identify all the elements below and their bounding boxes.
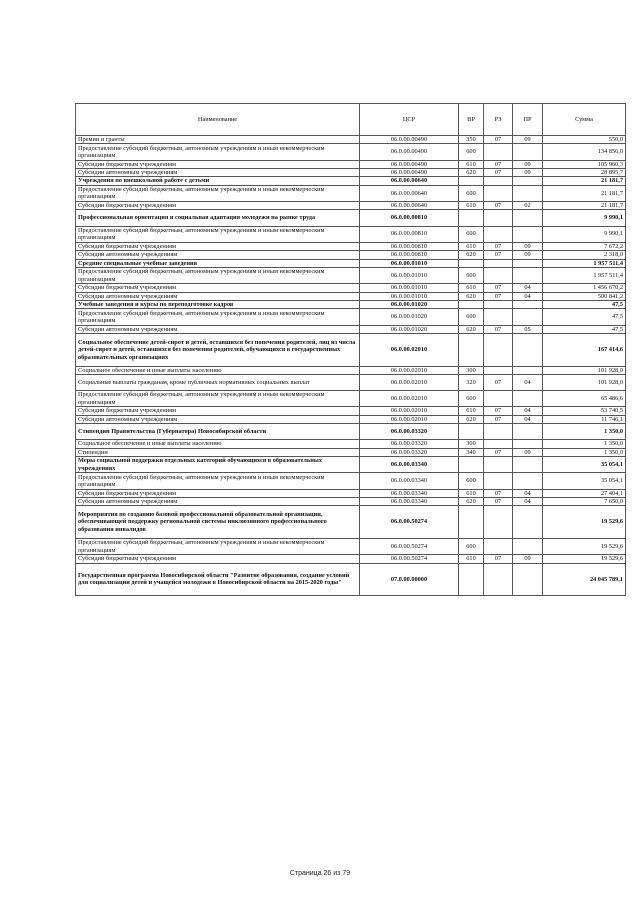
row-pr-cell: [513, 259, 543, 267]
row-name-cell: Субсидии бюджетным учреждениям: [76, 202, 360, 210]
row-rz-cell: [484, 473, 513, 489]
row-pr-cell: [513, 301, 543, 309]
row-name-cell: Субсидии автономным учреждениям: [76, 169, 360, 177]
row-sum-cell: 167 414,6: [543, 334, 626, 367]
row-sum-cell: 47,5: [543, 301, 626, 309]
row-rz-cell: [484, 506, 513, 539]
row-name-cell: Предоставление субсидий бюджетным, автономным учреждениям и иным некоммерческим организациям: [76, 391, 360, 407]
row-name-cell: Предоставление субсидий бюджетным, автономным учреждениям и иным некоммерческим организациям: [76, 226, 360, 242]
row-pr-cell: 09: [513, 251, 543, 259]
row-vr-cell: [459, 301, 484, 309]
row-vr-cell: [459, 334, 484, 367]
row-vr-cell: 600: [459, 391, 484, 407]
table-row: [76, 448, 626, 456]
row-vr-cell: [459, 259, 484, 267]
row-pr-cell: 04: [513, 415, 543, 423]
table-row: [76, 185, 626, 201]
row-sum-cell: 24 045 789,1: [543, 563, 626, 596]
table-row: [76, 292, 626, 300]
row-name-cell: Субсидии автономным учреждениям: [76, 325, 360, 333]
row-csr-cell: 06.0.00.03340: [360, 497, 459, 505]
row-rz-cell: [484, 185, 513, 201]
row-pr-cell: [513, 144, 543, 160]
row-csr-cell: 06.0.00.50274: [360, 555, 459, 563]
row-rz-cell: [484, 259, 513, 267]
row-name-cell: Субсидии бюджетным учреждениям: [76, 284, 360, 292]
row-csr-cell: 06.0.00.00490: [360, 169, 459, 177]
row-pr-cell: [513, 366, 543, 374]
row-sum-cell: 550,0: [543, 136, 626, 144]
row-csr-cell: 06.0.00.00810: [360, 242, 459, 250]
row-pr-cell: [513, 473, 543, 489]
row-vr-cell: 600: [459, 144, 484, 160]
row-vr-cell: [459, 457, 484, 473]
row-pr-cell: [513, 177, 543, 185]
header-vr: ВР: [459, 104, 484, 136]
row-sum-cell: 9 990,1: [543, 210, 626, 226]
table-row: [76, 407, 626, 415]
table-row: [76, 251, 626, 259]
row-csr-cell: 06.0.00.01020: [360, 325, 459, 333]
row-pr-cell: 05: [513, 325, 543, 333]
row-pr-cell: 09: [513, 136, 543, 144]
row-name-cell: Субсидии бюджетным учреждениям: [76, 489, 360, 497]
row-pr-cell: 04: [513, 292, 543, 300]
table-row: [76, 284, 626, 292]
row-sum-cell: 1 957 511,4: [543, 259, 626, 267]
row-vr-cell: 600: [459, 473, 484, 489]
row-sum-cell: 7 672,2: [543, 242, 626, 250]
row-name-cell: Социальное обеспечение детей-сирот и детей, оставшихся без попечения родителей, лиц из числа детей-сирот и детей, оставшихся без попечения родителей, обучающихся в государственных образовательных организациях: [76, 334, 360, 367]
row-sum-cell: 21 181,7: [543, 177, 626, 185]
row-vr-cell: [459, 506, 484, 539]
row-csr-cell: 06.0.00.03340: [360, 489, 459, 497]
row-name-cell: Предоставление субсидий бюджетным, автономным учреждениям и иным некоммерческим организациям: [76, 268, 360, 284]
row-rz-cell: [484, 440, 513, 448]
row-rz-cell: [484, 177, 513, 185]
row-name-cell: Стипендии: [76, 448, 360, 456]
header-sum: Сумма: [543, 104, 626, 136]
row-vr-cell: 600: [459, 226, 484, 242]
row-sum-cell: 134 856,0: [543, 144, 626, 160]
table-row: [76, 440, 626, 448]
row-name-cell: Профессиональная ориентация и социальная адаптация молодежи на рынке труда: [76, 210, 360, 226]
row-sum-cell: 1 957 511,4: [543, 268, 626, 284]
row-csr-cell: 07.0.00.00000: [360, 563, 459, 596]
row-sum-cell: 7 650,0: [543, 497, 626, 505]
row-name-cell: Мероприятия по созданию базовой профессиональной образовательной организации, обеспечивающей поддержку региональной системы инклюзивного профессионального образования инвалидов: [76, 506, 360, 539]
row-vr-cell: 620: [459, 415, 484, 423]
row-vr-cell: 320: [459, 375, 484, 391]
table-row: [76, 325, 626, 333]
row-sum-cell: 19 529,6: [543, 538, 626, 554]
row-rz-cell: [484, 334, 513, 367]
row-rz-cell: 07: [484, 169, 513, 177]
table-row: [76, 473, 626, 489]
row-pr-cell: [513, 440, 543, 448]
row-csr-cell: 06.0.00.02010: [360, 375, 459, 391]
row-csr-cell: 06.0.00.00810: [360, 210, 459, 226]
row-name-cell: Предоставление субсидий бюджетным, автономным учреждениям и иным некоммерческим организациям: [76, 309, 360, 325]
row-rz-cell: [484, 538, 513, 554]
table-row: [76, 136, 626, 144]
row-vr-cell: 600: [459, 538, 484, 554]
row-name-cell: Меры социальной поддержки отдельных категорий обучающихся в образовательных учреждениях: [76, 457, 360, 473]
row-name-cell: Премии и гранты: [76, 136, 360, 144]
row-pr-cell: [513, 506, 543, 539]
row-sum-cell: 21 181,7: [543, 202, 626, 210]
header-pr: ПР: [513, 104, 543, 136]
row-pr-cell: 09: [513, 242, 543, 250]
row-rz-cell: 07: [484, 292, 513, 300]
row-name-cell: Субсидии автономным учреждениям: [76, 251, 360, 259]
row-pr-cell: [513, 424, 543, 440]
row-vr-cell: 610: [459, 284, 484, 292]
row-pr-cell: [513, 334, 543, 367]
table-row: [76, 391, 626, 407]
row-vr-cell: 620: [459, 169, 484, 177]
table-row: [76, 160, 626, 168]
row-csr-cell: 06.0.00.00640: [360, 185, 459, 201]
row-vr-cell: 610: [459, 160, 484, 168]
row-vr-cell: 600: [459, 268, 484, 284]
row-pr-cell: [513, 563, 543, 596]
row-pr-cell: [513, 268, 543, 284]
table-row: [76, 177, 626, 185]
row-csr-cell: 06.0.00.00490: [360, 136, 459, 144]
row-sum-cell: 19 529,6: [543, 506, 626, 539]
row-pr-cell: [513, 538, 543, 554]
row-rz-cell: 07: [484, 325, 513, 333]
row-csr-cell: 06.0.00.00490: [360, 160, 459, 168]
row-sum-cell: 105 960,3: [543, 160, 626, 168]
row-vr-cell: 600: [459, 309, 484, 325]
row-pr-cell: 09: [513, 160, 543, 168]
row-sum-cell: 1 350,0: [543, 440, 626, 448]
row-sum-cell: 47,5: [543, 309, 626, 325]
row-pr-cell: [513, 185, 543, 201]
row-name-cell: Учебные заведения и курсы по переподготовке кадров: [76, 301, 360, 309]
row-csr-cell: 06.0.00.03320: [360, 424, 459, 440]
row-csr-cell: 06.0.00.03320: [360, 440, 459, 448]
budget-table: [75, 103, 626, 596]
row-rz-cell: 07: [484, 251, 513, 259]
row-name-cell: Средние специальные учебные заведения: [76, 259, 360, 267]
row-rz-cell: 07: [484, 415, 513, 423]
row-pr-cell: 09: [513, 448, 543, 456]
table-row: [76, 489, 626, 497]
table-row: [76, 144, 626, 160]
row-csr-cell: 06.0.00.02010: [360, 391, 459, 407]
row-csr-cell: 06.0.00.50274: [360, 506, 459, 539]
row-csr-cell: 06.0.00.03320: [360, 448, 459, 456]
row-name-cell: Субсидии бюджетным учреждениям: [76, 555, 360, 563]
row-sum-cell: 9 990,1: [543, 226, 626, 242]
table-row: [76, 202, 626, 210]
row-name-cell: Субсидии автономным учреждениям: [76, 415, 360, 423]
row-csr-cell: 06.0.00.03340: [360, 457, 459, 473]
table-row: [76, 210, 626, 226]
row-rz-cell: 07: [484, 202, 513, 210]
row-csr-cell: 06.0.00.00810: [360, 251, 459, 259]
table-row: [76, 242, 626, 250]
row-rz-cell: [484, 301, 513, 309]
row-pr-cell: 04: [513, 489, 543, 497]
row-rz-cell: 07: [484, 407, 513, 415]
row-rz-cell: [484, 309, 513, 325]
row-vr-cell: 610: [459, 489, 484, 497]
row-name-cell: Предоставление субсидий бюджетным, автономным учреждениям и иным некоммерческим организациям: [76, 473, 360, 489]
row-vr-cell: 610: [459, 407, 484, 415]
row-csr-cell: 06.0.00.02010: [360, 407, 459, 415]
row-name-cell: Субсидии автономным учреждениям: [76, 292, 360, 300]
row-sum-cell: 47,5: [543, 325, 626, 333]
row-vr-cell: 620: [459, 292, 484, 300]
header-name: Наименование: [76, 104, 360, 136]
table-row: [76, 424, 626, 440]
table-row: [76, 538, 626, 554]
row-csr-cell: 06.0.00.01010: [360, 268, 459, 284]
row-rz-cell: [484, 268, 513, 284]
header-rz: РЗ: [484, 104, 513, 136]
table-row: [76, 366, 626, 374]
row-sum-cell: 11 746,1: [543, 415, 626, 423]
row-rz-cell: [484, 366, 513, 374]
row-pr-cell: [513, 309, 543, 325]
row-sum-cell: 1 350,0: [543, 448, 626, 456]
row-csr-cell: 06.0.00.03340: [360, 473, 459, 489]
table-row: [76, 506, 626, 539]
row-csr-cell: 06.0.00.00640: [360, 202, 459, 210]
table-row: [76, 563, 626, 596]
row-vr-cell: 600: [459, 185, 484, 201]
row-sum-cell: 101 928,0: [543, 366, 626, 374]
row-csr-cell: 06.0.00.02010: [360, 334, 459, 367]
row-rz-cell: [484, 424, 513, 440]
row-vr-cell: 610: [459, 202, 484, 210]
row-pr-cell: 04: [513, 284, 543, 292]
row-name-cell: Государственная программа Новосибирской области "Развитие образования, создание условий для социализации детей и учащейся молодежи в Новосибирской области на 2015-2020 годы": [76, 563, 360, 596]
row-csr-cell: 06.0.00.01020: [360, 301, 459, 309]
row-pr-cell: 09: [513, 169, 543, 177]
row-pr-cell: 04: [513, 497, 543, 505]
row-sum-cell: 35 054,1: [543, 457, 626, 473]
row-name-cell: Социальное обеспечение и иные выплаты населению: [76, 440, 360, 448]
row-name-cell: Предоставление субсидий бюджетным, автономным учреждениям и иным некоммерческим организациям: [76, 144, 360, 160]
table-row: [76, 555, 626, 563]
row-sum-cell: 1 350,0: [543, 424, 626, 440]
row-name-cell: Субсидии автономным учреждениям: [76, 497, 360, 505]
row-csr-cell: 06.0.00.01010: [360, 284, 459, 292]
row-pr-cell: 02: [513, 202, 543, 210]
row-vr-cell: 350: [459, 136, 484, 144]
row-vr-cell: 620: [459, 325, 484, 333]
row-sum-cell: 19 529,6: [543, 555, 626, 563]
row-vr-cell: 610: [459, 242, 484, 250]
row-name-cell: Предоставление субсидий бюджетным, автономным учреждениям и иным некоммерческим организациям: [76, 185, 360, 201]
row-vr-cell: 620: [459, 251, 484, 259]
row-csr-cell: 06.0.00.01010: [360, 292, 459, 300]
table-row: [76, 259, 626, 267]
row-rz-cell: 07: [484, 555, 513, 563]
row-vr-cell: [459, 177, 484, 185]
row-vr-cell: [459, 563, 484, 596]
row-rz-cell: 07: [484, 448, 513, 456]
row-sum-cell: 35 054,1: [543, 473, 626, 489]
row-rz-cell: [484, 226, 513, 242]
row-csr-cell: 06.0.00.01010: [360, 259, 459, 267]
row-name-cell: Субсидии бюджетным учреждениям: [76, 242, 360, 250]
row-rz-cell: [484, 457, 513, 473]
row-pr-cell: [513, 226, 543, 242]
row-pr-cell: 09: [513, 555, 543, 563]
row-rz-cell: 07: [484, 160, 513, 168]
row-name-cell: Предоставление субсидий бюджетным, автономным учреждениям и иным некоммерческим организациям: [76, 538, 360, 554]
row-sum-cell: 2 318,0: [543, 251, 626, 259]
row-name-cell: Социальное обеспечение и иные выплаты населению: [76, 366, 360, 374]
row-rz-cell: [484, 391, 513, 407]
table-row: [76, 226, 626, 242]
row-rz-cell: 07: [484, 284, 513, 292]
row-vr-cell: [459, 210, 484, 226]
page-number: Страница 26 из 79: [289, 870, 351, 877]
row-vr-cell: 300: [459, 366, 484, 374]
row-sum-cell: 1 456 670,2: [543, 284, 626, 292]
row-vr-cell: 610: [459, 555, 484, 563]
row-rz-cell: 07: [484, 242, 513, 250]
row-name-cell: Субсидии бюджетным учреждениям: [76, 407, 360, 415]
table-row: [76, 497, 626, 505]
table-body: [76, 136, 626, 596]
row-name-cell: Стипендии Правительства (Губернатора) Новосибирской области: [76, 424, 360, 440]
row-pr-cell: [513, 457, 543, 473]
row-csr-cell: 06.0.00.50274: [360, 538, 459, 554]
table-header-row: [76, 104, 626, 136]
table-row: [76, 457, 626, 473]
row-pr-cell: [513, 210, 543, 226]
row-rz-cell: 07: [484, 136, 513, 144]
table-row: [76, 301, 626, 309]
row-pr-cell: [513, 391, 543, 407]
row-sum-cell: 65 486,6: [543, 391, 626, 407]
row-rz-cell: [484, 563, 513, 596]
row-sum-cell: 28 895,7: [543, 169, 626, 177]
table-row: [76, 169, 626, 177]
row-csr-cell: 06.0.00.00490: [360, 144, 459, 160]
row-sum-cell: 500 841,2: [543, 292, 626, 300]
row-vr-cell: 620: [459, 497, 484, 505]
row-rz-cell: [484, 210, 513, 226]
row-rz-cell: 07: [484, 375, 513, 391]
table-row: [76, 375, 626, 391]
row-name-cell: Субсидии бюджетным учреждениям: [76, 160, 360, 168]
row-csr-cell: 06.0.00.01020: [360, 309, 459, 325]
row-vr-cell: [459, 424, 484, 440]
row-pr-cell: 04: [513, 407, 543, 415]
row-sum-cell: 101 928,0: [543, 375, 626, 391]
row-sum-cell: 53 740,5: [543, 407, 626, 415]
row-csr-cell: 06.0.00.00640: [360, 177, 459, 185]
table-row: [76, 309, 626, 325]
header-csr: ЦСР: [360, 104, 459, 136]
row-pr-cell: 04: [513, 375, 543, 391]
row-vr-cell: 340: [459, 448, 484, 456]
row-csr-cell: 06.0.00.02010: [360, 366, 459, 374]
row-name-cell: Социальные выплаты гражданам, кроме публичных нормативных социальных выплат: [76, 375, 360, 391]
row-sum-cell: 21 181,7: [543, 185, 626, 201]
row-rz-cell: 07: [484, 497, 513, 505]
row-vr-cell: 300: [459, 440, 484, 448]
row-name-cell: Учреждения по внешкольной работе с детьми: [76, 177, 360, 185]
table-row: [76, 334, 626, 367]
row-sum-cell: 27 404,1: [543, 489, 626, 497]
row-csr-cell: 06.0.00.02010: [360, 415, 459, 423]
row-csr-cell: 06.0.00.00810: [360, 226, 459, 242]
table-row: [76, 415, 626, 423]
row-rz-cell: 07: [484, 489, 513, 497]
table-row: [76, 268, 626, 284]
row-rz-cell: [484, 144, 513, 160]
